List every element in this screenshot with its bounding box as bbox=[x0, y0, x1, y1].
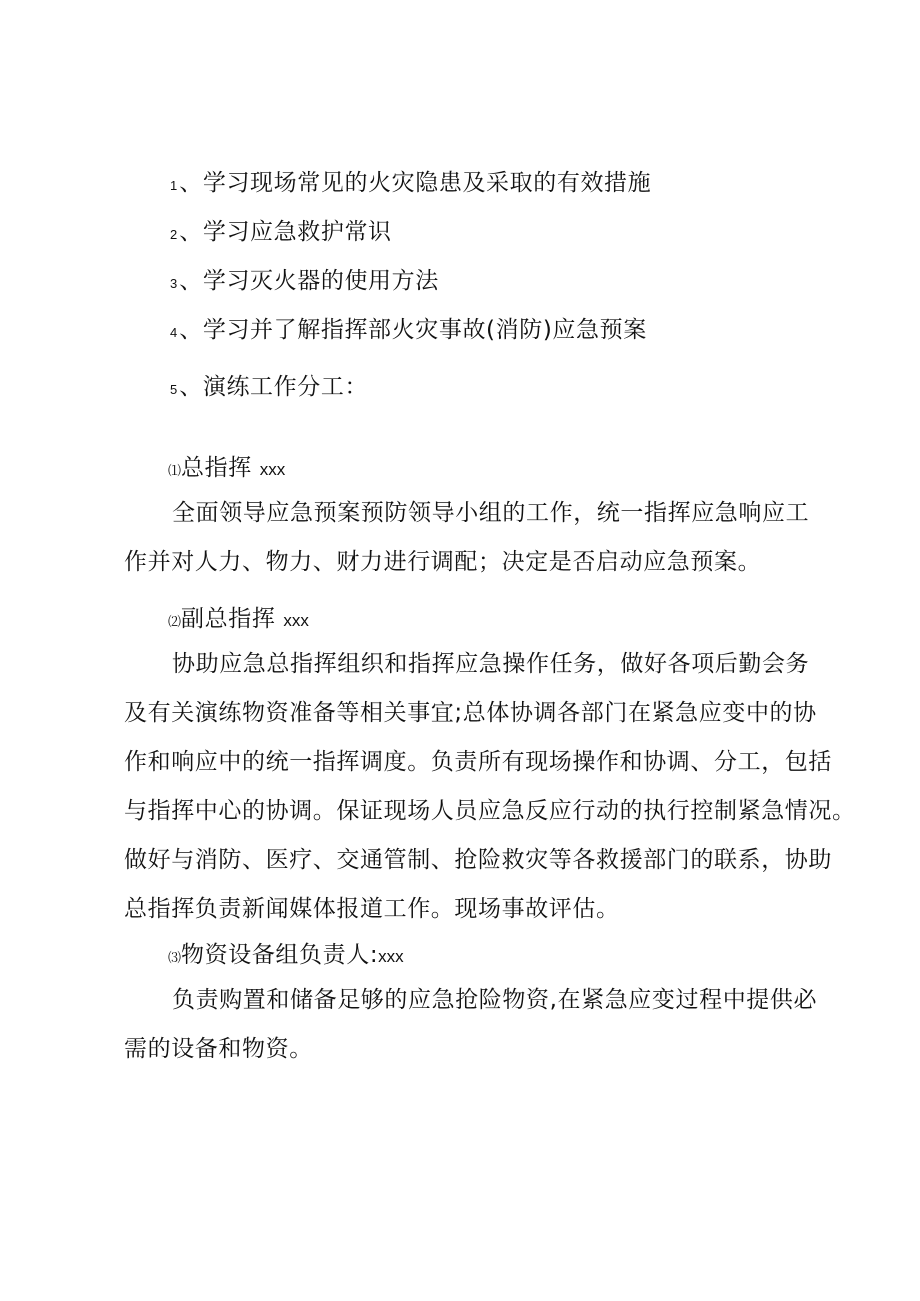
role-title: 副总指挥 bbox=[181, 606, 276, 632]
list-item-text: 学习现场常见的火灾隐患及采取的有效措施 bbox=[202, 170, 652, 196]
role-name: xxx bbox=[259, 460, 286, 479]
role-number: ⑴ bbox=[168, 463, 182, 478]
paragraph-line: 总指挥负责新闻媒体报道工作。现场事故评估。 bbox=[124, 896, 620, 922]
role-heading bbox=[168, 940, 404, 973]
role-number: ⑵ bbox=[168, 614, 182, 629]
paragraph-line: 及有关演练物资准备等相关事宜;总体协调各部门在紧急应变中的协 bbox=[124, 700, 817, 726]
role-number: ⑶ bbox=[168, 950, 182, 965]
list-item-separator: 、 bbox=[179, 170, 203, 196]
list-item-number: 5 bbox=[170, 382, 178, 397]
list-item bbox=[170, 372, 368, 405]
role-heading bbox=[168, 604, 309, 637]
role-title: 总指挥 bbox=[181, 455, 252, 481]
paragraph-line: 需的设备和物资。 bbox=[124, 1036, 313, 1062]
paragraph-line: 负责购置和储备足够的应急抢险物资,在紧急应变过程中提供必 bbox=[172, 987, 818, 1013]
role-heading bbox=[168, 453, 285, 486]
list-item-number: 4 bbox=[170, 325, 178, 340]
list-item-text: 学习并了解指挥部火灾事故(消防)应急预案 bbox=[202, 317, 647, 343]
paragraph-line: 与指挥中心的协调。保证现场人员应急反应行动的执行控制紧急情况。 bbox=[124, 798, 856, 824]
list-item-separator: 、 bbox=[179, 219, 203, 245]
role-name: xxx bbox=[378, 947, 404, 966]
paragraph-line: 协助应急总指挥组织和指挥应急操作任务，做好各项后勤会务 bbox=[172, 651, 810, 677]
list-item-number: 1 bbox=[170, 178, 178, 193]
paragraph-line: 做好与消防、医疗、交通管制、抢险救灾等各救援部门的联系，协助 bbox=[124, 847, 832, 873]
paragraph-line: 作并对人力、物力、财力进行调配；决定是否启动应急预案。 bbox=[124, 549, 762, 575]
list-item bbox=[170, 168, 651, 201]
list-item-text: 学习灭火器的使用方法 bbox=[202, 268, 439, 294]
list-item-separator: 、 bbox=[179, 374, 203, 400]
role-title: 物资设备组负责人: bbox=[181, 942, 379, 968]
list-item bbox=[170, 315, 647, 348]
role-description bbox=[124, 489, 809, 587]
role-name: xxx bbox=[283, 611, 309, 630]
list-item bbox=[170, 217, 392, 250]
list-item-text: 演练工作分工： bbox=[202, 374, 369, 400]
list-item-separator: 、 bbox=[179, 317, 203, 343]
paragraph-line: 作和响应中的统一指挥调度。负责所有现场操作和协调、分工，包括 bbox=[124, 749, 832, 775]
paragraph-line: 全面领导应急预案预防领导小组的工作，统一指挥应急响应工 bbox=[172, 500, 810, 526]
list-item-text: 学习应急救护常识 bbox=[202, 219, 392, 245]
list-item-number: 3 bbox=[170, 276, 178, 291]
list-item-number: 2 bbox=[170, 227, 178, 242]
list-item bbox=[170, 266, 439, 299]
list-item-separator: 、 bbox=[179, 268, 203, 294]
role-description bbox=[124, 640, 856, 934]
role-description bbox=[124, 976, 817, 1074]
